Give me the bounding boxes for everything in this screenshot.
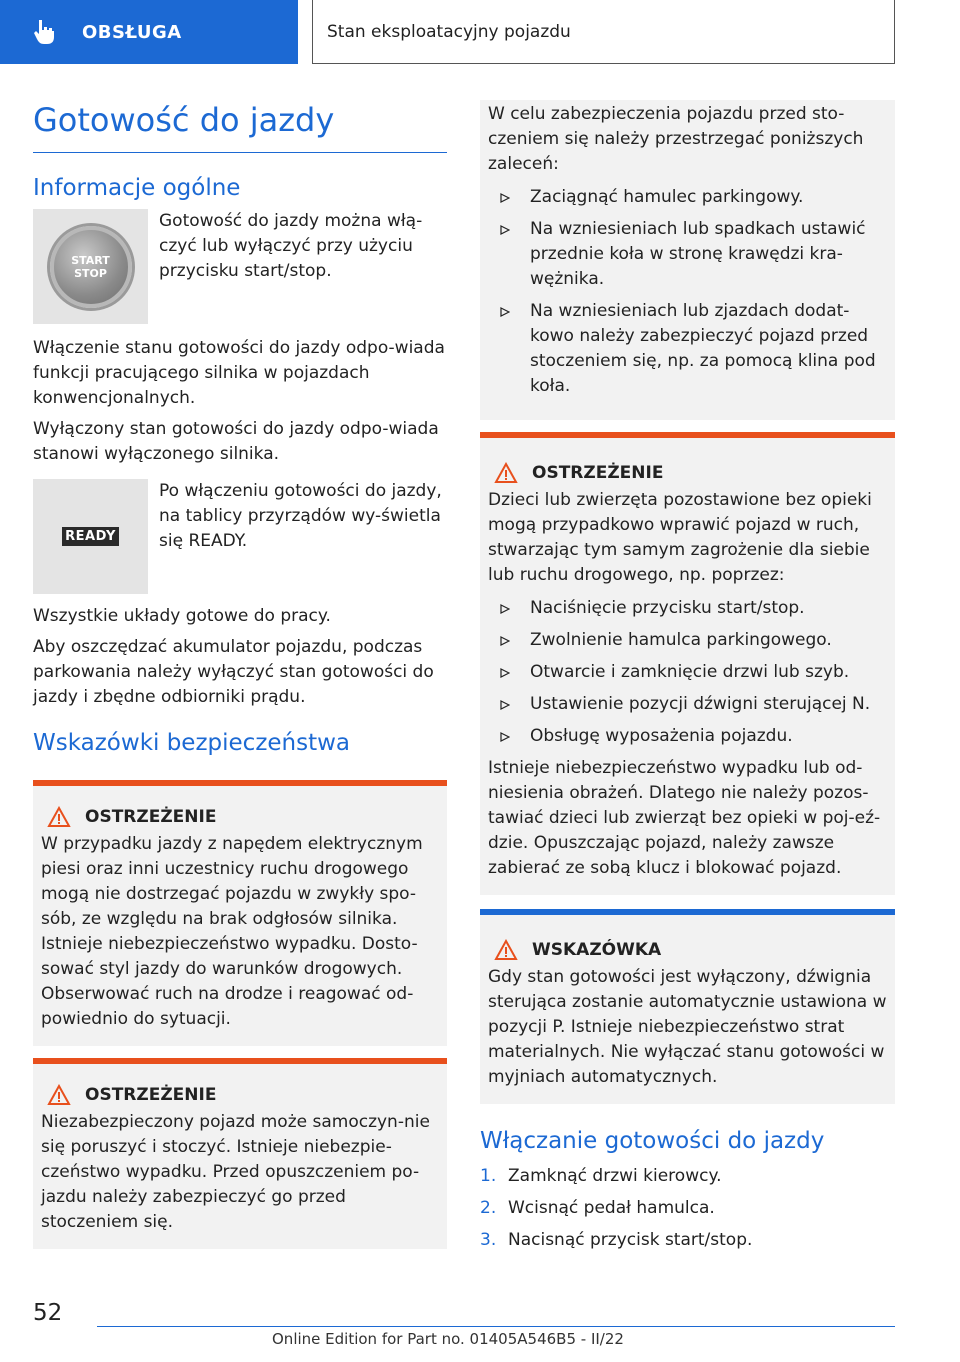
warning-triangle-icon xyxy=(47,806,71,828)
warning-text: W przypadku jazdy z napędem elektrycznym piesi oraz inni uczestnicy ruchu drogowego mogą nie dostrzegać pojazdu w zwykły spo-sób, ze względu na brak odgłosów silnika. Istnieje niebezpieczeństwo wypadku. Dosto-sować styl jazdy do warunków drogowych. Obserwować ruch na drodze i reagować od-powiednio do sytuacji. xyxy=(41,834,423,1029)
chapter-title: Stan eksploatacyjny pojazdu xyxy=(327,21,571,42)
start-stop-text: Gotowość do jazdy można włą-czyć lub wyłączyć przy użyciu przycisku start/stop. xyxy=(159,211,423,281)
list-item: Ustawienie pozycji dźwigni sterującej N. xyxy=(488,692,887,717)
bullet-triangle-icon xyxy=(500,225,510,235)
bullet-triangle-icon xyxy=(500,307,510,317)
enable-heading: Włączanie gotowości do jazdy xyxy=(480,1128,825,1154)
note-title: WSKAZÓWKA xyxy=(532,940,662,960)
ready-image xyxy=(33,479,148,594)
ready-figure xyxy=(33,479,447,594)
start-stop-image xyxy=(33,209,148,324)
safety-heading: Wskazówki bezpieczeństwa xyxy=(33,730,351,756)
ready-text: Po włączeniu gotowości do jazdy, na tablicy przyrządów wy-świetla się READY. xyxy=(159,481,442,551)
paragraph-1: Włączenie stanu gotowości do jazdy odpo-wiada funkcji pracującego silnika w pojazdach konwencjonalnych. xyxy=(33,338,445,408)
page-title: Gotowość do jazdy xyxy=(33,101,335,139)
paragraph-2: Wyłączony stan gotowości do jazdy odpo-wiada stanowi wyłączonego silnika. xyxy=(33,419,439,464)
bullet-triangle-icon xyxy=(500,604,510,614)
list-item: Obsługę wyposażenia pojazdu. xyxy=(488,724,887,749)
warning-triangle-icon xyxy=(494,462,518,484)
info-triangle-icon xyxy=(494,939,518,961)
warning-box-2 xyxy=(33,1058,447,1249)
warning-outro: Istnieje niebezpieczeństwo wypadku lub od-niesienia obrażeń. Dlatego nie należy pozos-tawiać dzieci lub zwierząt bez opieki w poj-eź-dzie. Opuszczając pojazd, należy zawsze zabierać ze sobą klucz i blokować pojazd. xyxy=(488,758,881,878)
bullet-triangle-icon xyxy=(500,668,510,678)
rolling-prevention-list xyxy=(488,185,887,399)
section-tab xyxy=(0,0,298,64)
step-item: 3. Nacisnąć przycisk start/stop. xyxy=(480,1230,753,1250)
warning-intro: Dzieci lub zwierzęta pozostawione bez opieki mogą przypadkowo wprawić pojazd w ruch, stwarzając tym samym zagrożenie dla siebie lub ruchu drogowego, np. poprzez: xyxy=(488,490,872,585)
start-stop-button-icon xyxy=(50,226,132,308)
chapter-header xyxy=(312,0,895,64)
section-title: OBSŁUGA xyxy=(82,21,182,43)
left-column xyxy=(33,96,447,1249)
steps-list xyxy=(480,1164,895,1253)
ready-indicator: READY xyxy=(62,527,119,546)
warning-title: OSTRZEŻENIE xyxy=(532,463,664,483)
page-number: 52 xyxy=(33,1300,63,1326)
start-label: START xyxy=(71,253,110,267)
warning-list xyxy=(488,596,887,749)
warning-title: OSTRZEŻENIE xyxy=(85,1085,217,1105)
list-item: Na wzniesieniach lub spadkach ustawić przednie koła w stronę krawędzi kra-wężnika. xyxy=(488,217,887,292)
hand-pointer-icon xyxy=(30,17,60,47)
warning-triangle-icon xyxy=(47,1084,71,1106)
step-item: 2. Wcisnąć pedał hamulca. xyxy=(480,1198,715,1218)
warning-box-1 xyxy=(33,780,447,1046)
bullet-triangle-icon xyxy=(500,700,510,710)
rolling-prevention-box xyxy=(480,100,895,420)
footer-edition: Online Edition for Part no. 01405A546B5 - II/22 xyxy=(272,1330,624,1348)
title-divider xyxy=(33,152,447,153)
warning-text: Niezabezpieczony pojazd może samoczyn-nie się poruszyć i stoczyć. Istnieje niebezpie-czeństwo wypadku. Przed opuszczeniem po-jazdu należy zabezpieczyć go przed stoczeniem się. xyxy=(41,1112,430,1232)
start-stop-figure xyxy=(33,209,447,324)
list-item: Zwolnienie hamulca parkingowego. xyxy=(488,628,887,653)
general-heading: Informacje ogólne xyxy=(33,175,241,201)
bullet-triangle-icon xyxy=(500,732,510,742)
note-box xyxy=(480,909,895,1104)
list-item: Naciśnięcie przycisku start/stop. xyxy=(488,596,887,621)
step-item: 1. Zamknąć drzwi kierowcy. xyxy=(480,1166,722,1186)
bullet-triangle-icon xyxy=(500,193,510,203)
warning-title: OSTRZEŻENIE xyxy=(85,807,217,827)
bullet-triangle-icon xyxy=(500,636,510,646)
stop-label: STOP xyxy=(74,266,107,280)
note-text: Gdy stan gotowości jest wyłączony, dźwignia sterująca zostanie automatycznie ustawiona w pozycji P. Istnieje niebezpieczeństwo strat materialnych. Nie wyłączać stanu gotowości w myjniach automatycznych. xyxy=(488,967,887,1087)
paragraph-4: Aby oszczędzać akumulator pojazdu, podczas parkowania należy wyłączyć stan gotowości do jazdy i zbędne odbiorniki prądu. xyxy=(33,637,434,707)
list-item: Na wzniesieniach lub zjazdach dodat-kowo należy zabezpieczyć pojazd przed stoczeniem się, np. za pomocą klina pod koła. xyxy=(488,299,887,399)
paragraph-3: Wszystkie układy gotowe do pracy. xyxy=(33,606,331,626)
list-item: Zaciągnąć hamulec parkingowy. xyxy=(488,185,887,210)
warning-box-3 xyxy=(480,432,895,895)
right-column xyxy=(480,100,895,1260)
list-item: Otwarcie i zamknięcie drzwi lub szyb. xyxy=(488,660,887,685)
box-intro: W celu zabezpieczenia pojazdu przed sto-czeniem się należy przestrzegać poniższych zaleceń: xyxy=(488,104,864,174)
footer-divider xyxy=(97,1326,895,1327)
